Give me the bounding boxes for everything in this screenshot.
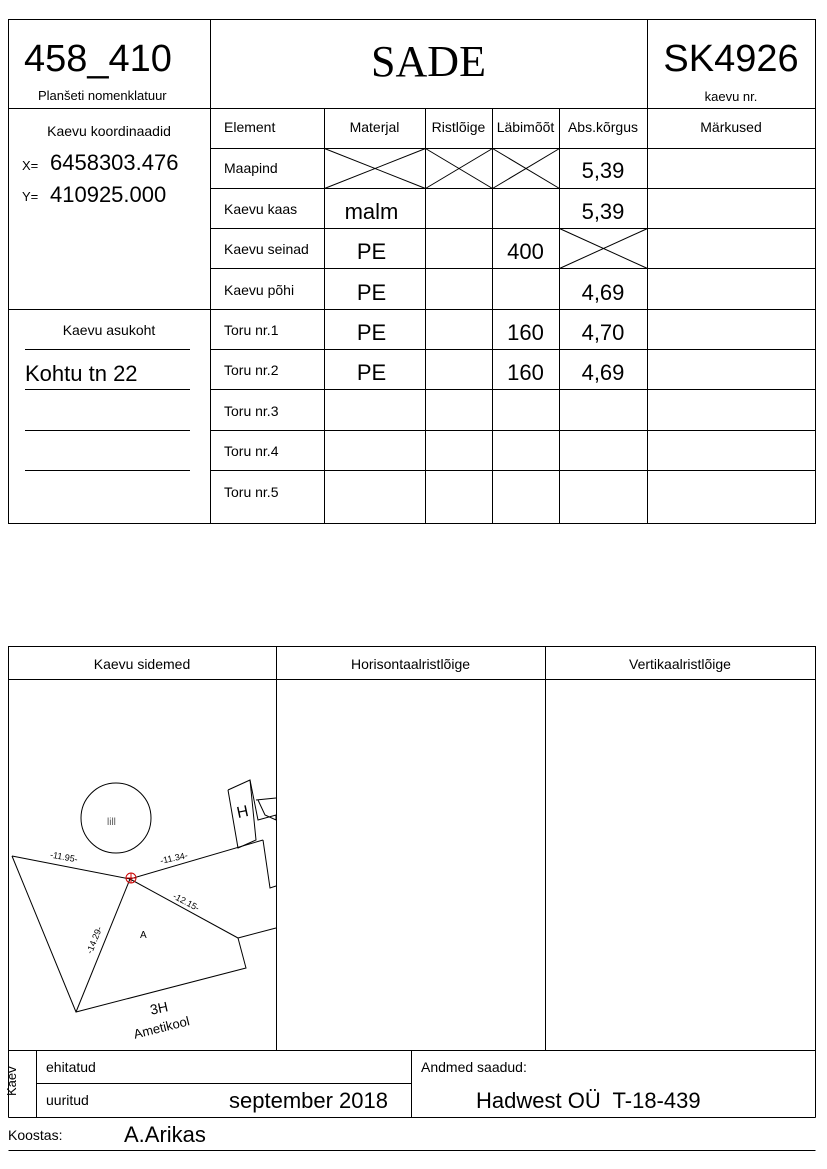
- area-label: A: [140, 930, 147, 941]
- x-value: 6458303.476: [50, 150, 179, 175]
- tree-circle: [81, 783, 151, 853]
- sheet-code: 458_410: [24, 38, 172, 80]
- school-floors: 3H: [148, 998, 170, 1018]
- distance-label: -11.95-: [49, 849, 79, 865]
- well-id: SK4926: [663, 38, 799, 80]
- location-address: Kohtu tn 22: [25, 361, 138, 386]
- table-cell-material: PE: [356, 360, 387, 385]
- table-cell-material: PE: [356, 320, 387, 345]
- table-cell-element: Toru nr.1: [224, 322, 279, 338]
- col-header-section: Ristlõige: [431, 119, 486, 135]
- table-cell-element: Toru nr.5: [224, 484, 279, 500]
- distance-label: -14.29-: [84, 924, 105, 956]
- school-name: Ametikool: [132, 1013, 192, 1042]
- table-cell-element: Toru nr.2: [224, 362, 279, 378]
- y-value: 410925.000: [50, 182, 167, 207]
- network-type: SADE: [371, 37, 486, 86]
- table-cell-abs: 5,39: [581, 199, 625, 224]
- table-cell-element: Kaevu kaas: [224, 201, 298, 217]
- table-cell-abs: 5,39: [581, 158, 625, 183]
- table-cell-element: Kaevu põhi: [224, 282, 295, 298]
- sheet-caption: Planšeti nomenklatuur: [38, 88, 167, 103]
- data-source: Hadwest OÜ T-18-439: [476, 1088, 701, 1113]
- surveyed-label: uuritud: [46, 1092, 89, 1108]
- col-header-diameter: Läbimõõt: [496, 119, 555, 135]
- table-cell-material: malm: [344, 199, 399, 224]
- table-cell-abs: 4,69: [581, 360, 625, 385]
- col-header-horizontal: Horisontaalristlõige: [350, 656, 471, 672]
- location-title: Kaevu asukoht: [62, 322, 156, 338]
- footer-side-label: Kaev: [4, 1066, 19, 1096]
- well-caption: kaevu nr.: [704, 89, 758, 104]
- table-cell-material: PE: [356, 280, 387, 305]
- table-cell-element: Kaevu seinad: [224, 241, 309, 257]
- table-cell-element: Maapind: [224, 160, 278, 176]
- table-cell-material: PE: [356, 239, 387, 264]
- data-source-label: Andmed saadud:: [421, 1059, 527, 1075]
- author-label: Koostas:: [8, 1127, 63, 1143]
- table-cell-element: Toru nr.4: [224, 443, 279, 459]
- table-cell-diameter: 160: [507, 320, 544, 345]
- building-label: H: [235, 802, 251, 823]
- col-header-abs: Abs.kõrgus: [567, 119, 639, 135]
- author-name: A.Arikas: [124, 1122, 206, 1147]
- y-label: Y=: [22, 189, 39, 204]
- col-header-notes: Märkused: [700, 119, 762, 135]
- col-header-material: Materjal: [349, 119, 400, 135]
- table-cell-diameter: 160: [507, 360, 544, 385]
- table-cell-abs: 4,70: [581, 320, 625, 345]
- surveyed-date: september 2018: [229, 1088, 388, 1113]
- table-cell-element: Toru nr.3: [224, 403, 279, 419]
- coords-title: Kaevu koordinaadid: [47, 123, 171, 139]
- table-cell-abs: 4,69: [581, 280, 625, 305]
- x-label: X=: [22, 158, 39, 173]
- table-cell-diameter: 400: [507, 239, 544, 264]
- col-header-vertical: Vertikaalristlõige: [629, 656, 731, 672]
- distance-label: -12.15-: [171, 890, 202, 914]
- built-label: ehitatud: [46, 1059, 96, 1075]
- col-header-element: Element: [224, 119, 276, 135]
- distance-label: -11.34-: [159, 850, 189, 866]
- tree-label: lill: [107, 817, 116, 828]
- col-header-links: Kaevu sidemed: [93, 656, 191, 672]
